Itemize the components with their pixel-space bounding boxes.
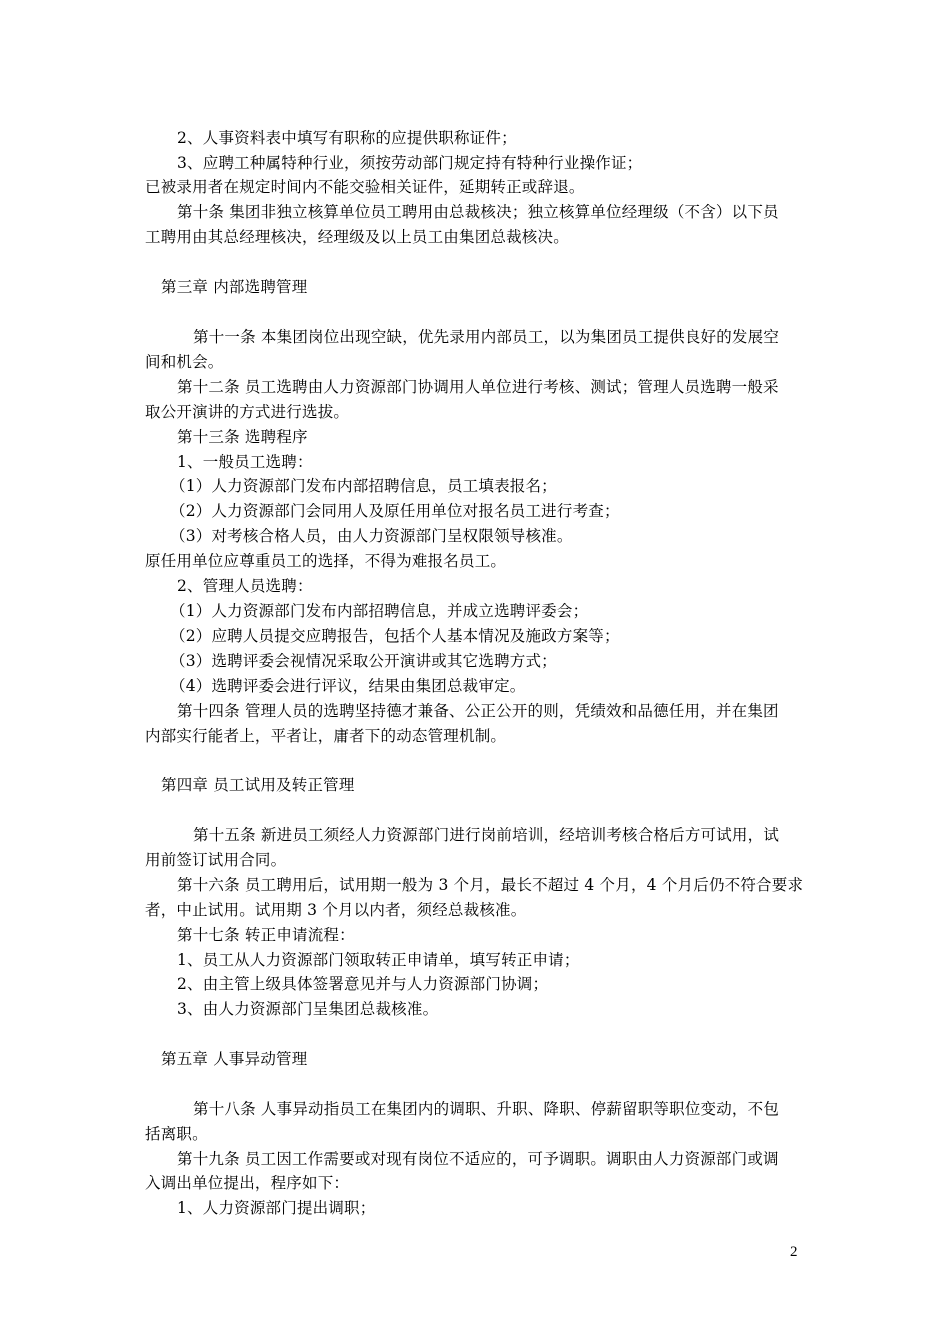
chapter-heading: 第三章 内部选聘管理 (161, 278, 308, 296)
paragraph-line: 2、管理人员选聘： (177, 577, 313, 595)
paragraph-line: 括离职。 (145, 1125, 208, 1143)
paragraph-line: 间和机会。 (145, 353, 224, 371)
paragraph-line: 原任用单位应尊重员工的选择，不得为难报名员工。 (145, 552, 507, 570)
paragraph-line: （2）应聘人员提交应聘报告，包括个人基本情况及施政方案等； (170, 627, 620, 645)
paragraph-line: 第十四条 管理人员的选聘坚持德才兼备、公正公开的则，凭绩效和品德任用，并在集团 (177, 702, 779, 720)
paragraph-line: 第十三条 选聘程序 (177, 428, 308, 446)
paragraph-line: （2）人力资源部门会同用人及原任用单位对报名员工进行考查； (170, 502, 620, 520)
paragraph-line: （3）选聘评委会视情况采取公开演讲或其它选聘方式； (170, 652, 557, 670)
paragraph-line: 内部实行能者上，平者让，庸者下的动态管理机制。 (145, 727, 507, 745)
paragraph-line: 第十二条 员工选聘由人力资源部门协调用人单位进行考核、测试；管理人员选聘一般采 (177, 378, 779, 396)
paragraph-line: 第十七条 转正申请流程： (177, 926, 355, 944)
paragraph-line: 第十六条 员工聘用后，试用期一般为 3 个月，最长不超过 4 个月，4 个月后仍不符合要求 (177, 876, 804, 894)
paragraph-line: 3、由人力资源部门呈集团总裁核准。 (177, 1000, 439, 1018)
paragraph-line: 1、员工从人力资源部门领取转正申请单，填写转正申请； (177, 951, 580, 969)
paragraph-line: 1、一般员工选聘： (177, 453, 313, 471)
paragraph-line: 工聘用由其总经理核决，经理级及以上员工由集团总裁核决。 (145, 228, 569, 246)
paragraph-line: 3、应聘工种属特种行业，须按劳动部门规定持有特种行业操作证； (177, 154, 643, 172)
paragraph-line: 第十九条 员工因工作需要或对现有岗位不适应的，可予调职。调职由人力资源部门或调 (177, 1150, 779, 1168)
paragraph-line: 用前签订试用合同。 (145, 851, 287, 869)
chapter-heading: 第四章 员工试用及转正管理 (161, 776, 355, 794)
paragraph-line: 取公开演讲的方式进行选拔。 (145, 403, 350, 421)
paragraph-line: 第十五条 新进员工须经人力资源部门进行岗前培训，经培训考核合格后方可试用，试 (193, 826, 780, 844)
paragraph-line: （1）人力资源部门发布内部招聘信息，并成立选聘评委会； (170, 602, 589, 620)
paragraph-line: 已被录用者在规定时间内不能交验相关证件，延期转正或辞退。 (145, 178, 585, 196)
paragraph-line: （3）对考核合格人员，由人力资源部门呈权限领导核准。 (170, 527, 573, 545)
paragraph-line: 1、人力资源部门提出调职； (177, 1199, 376, 1217)
paragraph-line: 第十八条 人事异动指员工在集团内的调职、升职、降职、停薪留职等职位变动，不包 (193, 1100, 780, 1118)
chapter-heading: 第五章 人事异动管理 (161, 1050, 308, 1068)
page-number: 2 (790, 1244, 798, 1260)
paragraph-line: 者，中止试用。试用期 3 个月以内者，须经总裁核准。 (145, 901, 527, 919)
paragraph-line: （4）选聘评委会进行评议，结果由集团总裁审定。 (170, 677, 526, 695)
paragraph-line: 2、由主管上级具体签署意见并与人力资源部门协调； (177, 975, 549, 993)
paragraph-line: 第十一条 本集团岗位出现空缺，优先录用内部员工，以为集团员工提供良好的发展空 (193, 328, 780, 346)
paragraph-line: （1）人力资源部门发布内部招聘信息，员工填表报名； (170, 477, 557, 495)
paragraph-line: 2、人事资料表中填写有职称的应提供职称证件； (177, 129, 517, 147)
paragraph-line: 入调出单位提出，程序如下： (145, 1174, 350, 1192)
paragraph-line: 第十条 集团非独立核算单位员工聘用由总裁核决；独立核算单位经理级（不含）以下员 (177, 203, 779, 221)
